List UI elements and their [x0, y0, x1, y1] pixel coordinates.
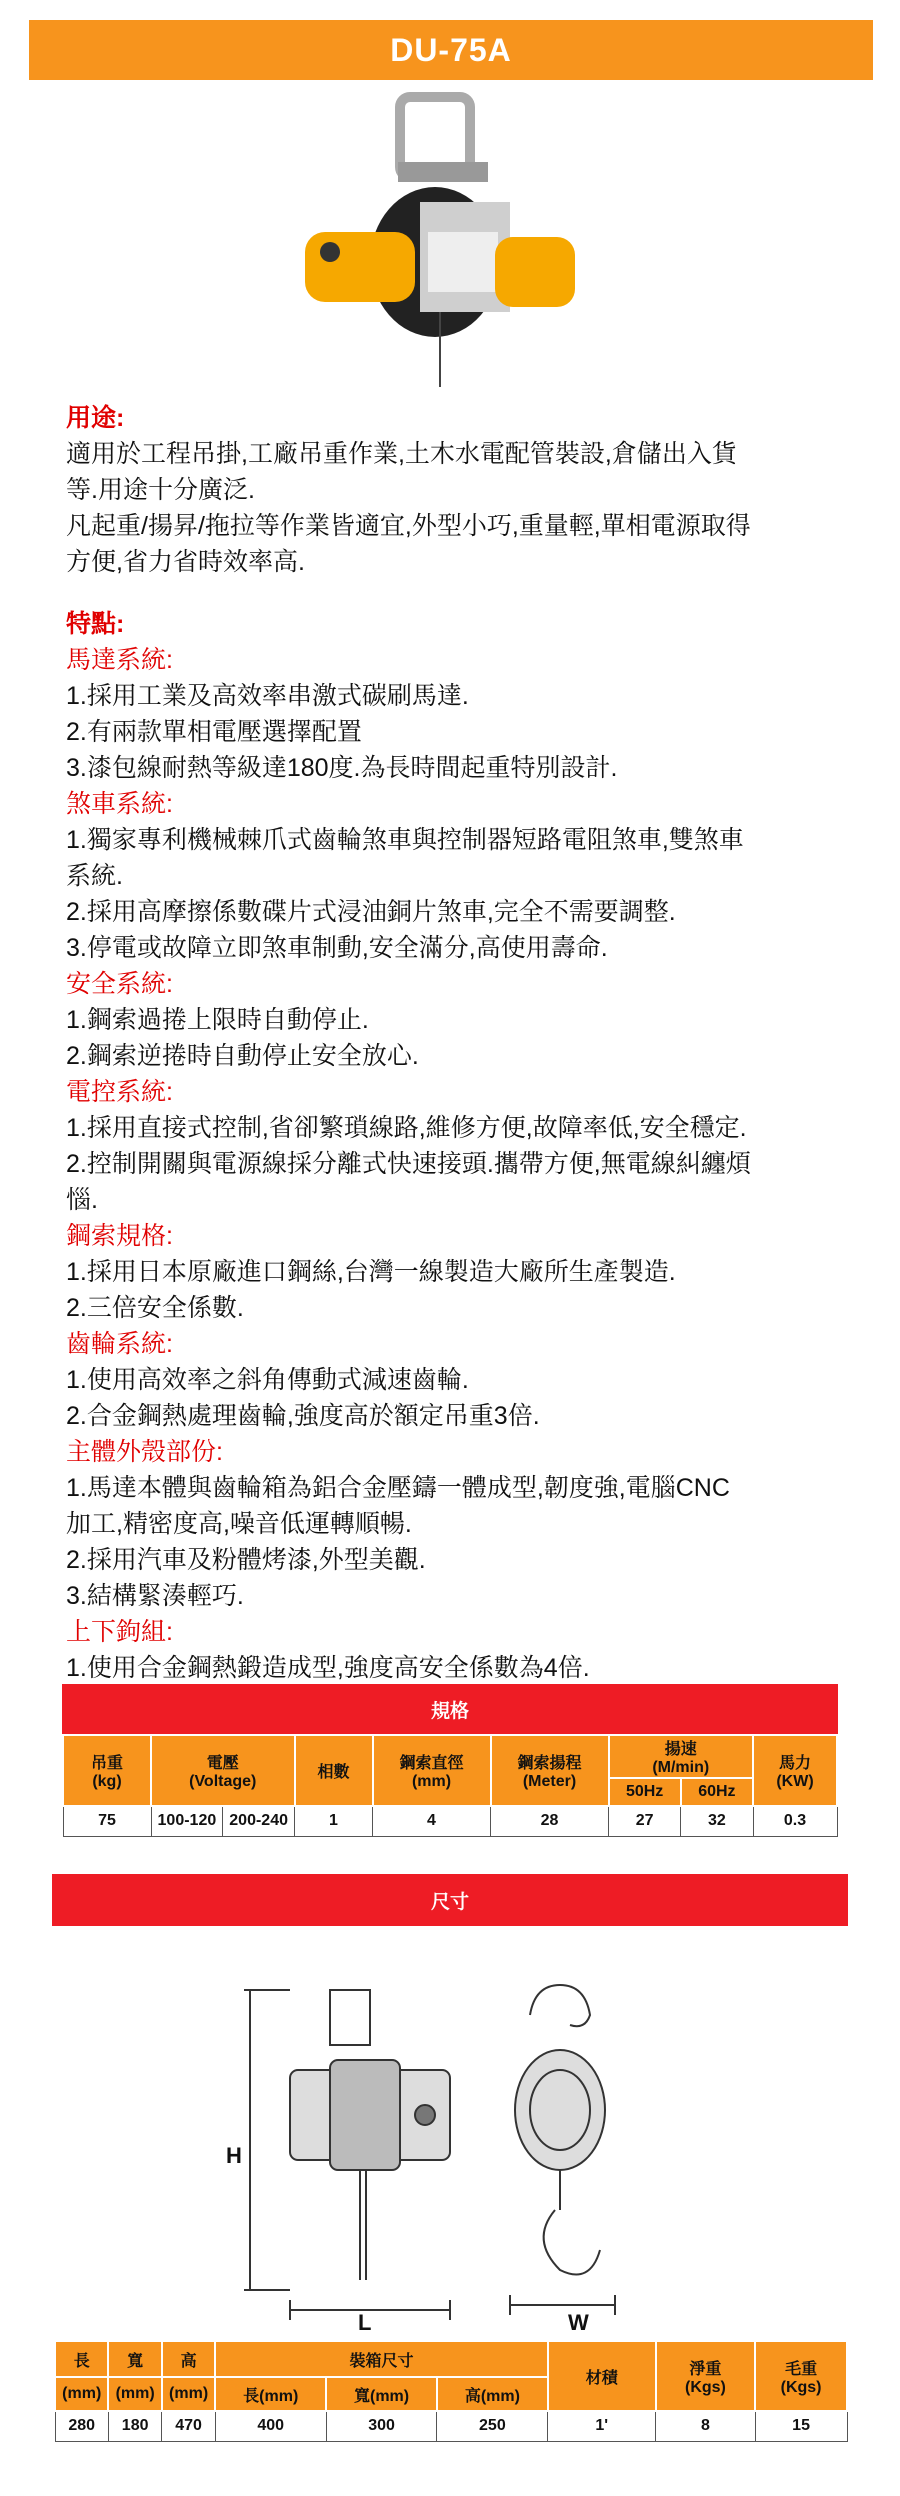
feature-section-title: 馬達系統: — [66, 646, 173, 674]
feature-line: 2.採用高摩擦係數碟片式浸油銅片煞車,完全不需要調整. — [66, 898, 676, 926]
description — [66, 400, 866, 1686]
cell-box-hei: 250 — [437, 2411, 548, 2441]
feature-line: 惱. — [66, 1186, 98, 1214]
col-load: 吊重 (kg) — [63, 1735, 151, 1806]
cell-net: 8 — [656, 2411, 755, 2441]
feature-line: 3.結構緊湊輕巧. — [66, 1582, 244, 1610]
col-rope-dia: 鋼索直徑 (mm) — [373, 1735, 491, 1806]
col-phase: 相數 — [295, 1735, 373, 1806]
col-speed: 揚速 (M/min) — [609, 1735, 754, 1778]
col-hei: 高 — [162, 2341, 215, 2377]
features-heading: 特點: — [66, 610, 125, 638]
cell-phase: 1 — [295, 1806, 373, 1836]
label-l: L — [358, 2310, 372, 2335]
col-hei-unit: (mm) — [162, 2377, 215, 2411]
usage-line: 凡起重/揚昇/拖拉等作業皆適宜,外型小巧,重量輕,單相電源取得 — [66, 512, 751, 540]
feature-line: 3.停電或故障立即煞車制動,安全滿分,高使用壽命. — [66, 934, 608, 962]
feature-line: 1.獨家專利機械棘爪式齒輪煞車與控制器短路電阻煞車,雙煞車 — [66, 826, 744, 854]
col-volume: 材積 — [548, 2341, 656, 2411]
feature-line: 加工,精密度高,噪音低運轉順暢. — [66, 1510, 412, 1538]
feature-line: 2.三倍安全係數. — [66, 1294, 244, 1322]
dimension-diagram — [230, 1960, 670, 2330]
feature-section-title: 齒輪系統: — [66, 1330, 173, 1358]
label-h: H — [226, 2143, 242, 2168]
feature-line: 1.採用直接式控制,省卻繁瑣線路,維修方便,故障率低,安全穩定. — [66, 1114, 747, 1142]
col-50hz: 50Hz — [609, 1778, 681, 1806]
cell-gross: 15 — [755, 2411, 847, 2441]
cell-rope-dia: 4 — [373, 1806, 491, 1836]
col-net: 淨重 (Kgs) — [656, 2341, 755, 2411]
col-box-len: 長(mm) — [215, 2377, 326, 2411]
feature-line: 1.馬達本體與齒輪箱為鋁合金壓鑄一體成型,韌度強,電腦CNC — [66, 1474, 730, 1502]
col-box-wid: 寬(mm) — [326, 2377, 437, 2411]
usage-line: 方便,省力省時效率高. — [66, 548, 305, 576]
usage-line: 等.用途十分廣泛. — [66, 476, 255, 504]
cell-voltage-2: 200-240 — [223, 1806, 295, 1836]
col-lift: 鋼索揚程 (Meter) — [491, 1735, 609, 1806]
feature-line: 1.採用工業及高效率串激式碳刷馬達. — [66, 682, 469, 710]
col-60hz: 60Hz — [681, 1778, 753, 1806]
cell-wid: 180 — [108, 2411, 161, 2441]
cell-len: 280 — [55, 2411, 108, 2441]
page-title: DU-75A — [29, 20, 873, 80]
col-len: 長 — [55, 2341, 108, 2377]
col-power: 馬力 (KW) — [753, 1735, 837, 1806]
feature-section-title: 鋼索規格: — [66, 1222, 173, 1250]
cell-power: 0.3 — [753, 1806, 837, 1836]
usage-heading: 用途: — [66, 404, 125, 432]
product-photo — [280, 92, 590, 392]
dimensions-header: 尺寸 — [52, 1874, 848, 1926]
col-box: 裝箱尺寸 — [215, 2341, 547, 2377]
feature-line: 1.鋼索過捲上限時自動停止. — [66, 1006, 369, 1034]
feature-section-title: 煞車系統: — [66, 790, 173, 818]
feature-line: 2.鋼索逆捲時自動停止安全放心. — [66, 1042, 419, 1070]
cell-load: 75 — [63, 1806, 151, 1836]
feature-line: 1.使用高效率之斜角傳動式減速齒輪. — [66, 1366, 469, 1394]
spec-table — [62, 1734, 838, 1837]
spec-header: 規格 — [62, 1684, 838, 1734]
cell-box-len: 400 — [215, 2411, 326, 2441]
feature-section-title: 安全系統: — [66, 970, 173, 998]
cell-hei: 470 — [162, 2411, 215, 2441]
col-box-hei: 高(mm) — [437, 2377, 548, 2411]
cell-box-wid: 300 — [326, 2411, 437, 2441]
feature-line: 2.控制開關與電源線採分離式快速接頭.攜帶方便,無電線糾纏煩 — [66, 1150, 751, 1178]
col-wid-unit: (mm) — [108, 2377, 161, 2411]
feature-line: 系統. — [66, 862, 123, 890]
cell-speed-50: 27 — [609, 1806, 681, 1836]
label-w: W — [568, 2310, 589, 2335]
cell-speed-60: 32 — [681, 1806, 753, 1836]
feature-section-title: 主體外殼部份: — [66, 1438, 223, 1466]
col-len-unit: (mm) — [55, 2377, 108, 2411]
feature-line: 3.漆包線耐熱等級達180度.為長時間起重特別設計. — [66, 754, 618, 782]
usage-line: 適用於工程吊掛,工廠吊重作業,土木水電配管裝設,倉儲出入貨 — [66, 440, 737, 468]
feature-line: 2.採用汽車及粉體烤漆,外型美觀. — [66, 1546, 426, 1574]
feature-section-title: 上下鉤組: — [66, 1618, 173, 1646]
col-voltage: 電壓 (Voltage) — [151, 1735, 295, 1806]
feature-line: 2.合金鋼熱處理齒輪,強度高於額定吊重3倍. — [66, 1402, 540, 1430]
cell-volume: 1' — [548, 2411, 656, 2441]
dimensions-table — [54, 2340, 848, 2442]
feature-line: 2.有兩款單相電壓選擇配置 — [66, 718, 362, 746]
cell-voltage-1: 100-120 — [151, 1806, 223, 1836]
feature-line: 1.使用合金鋼熱鍛造成型,強度高安全係數為4倍. — [66, 1654, 590, 1682]
cell-lift: 28 — [491, 1806, 609, 1836]
col-gross: 毛重 (Kgs) — [755, 2341, 847, 2411]
feature-section-title: 電控系統: — [66, 1078, 173, 1106]
feature-line: 1.採用日本原廠進口鋼絲,台灣一線製造大廠所生產製造. — [66, 1258, 676, 1286]
col-wid: 寬 — [108, 2341, 161, 2377]
